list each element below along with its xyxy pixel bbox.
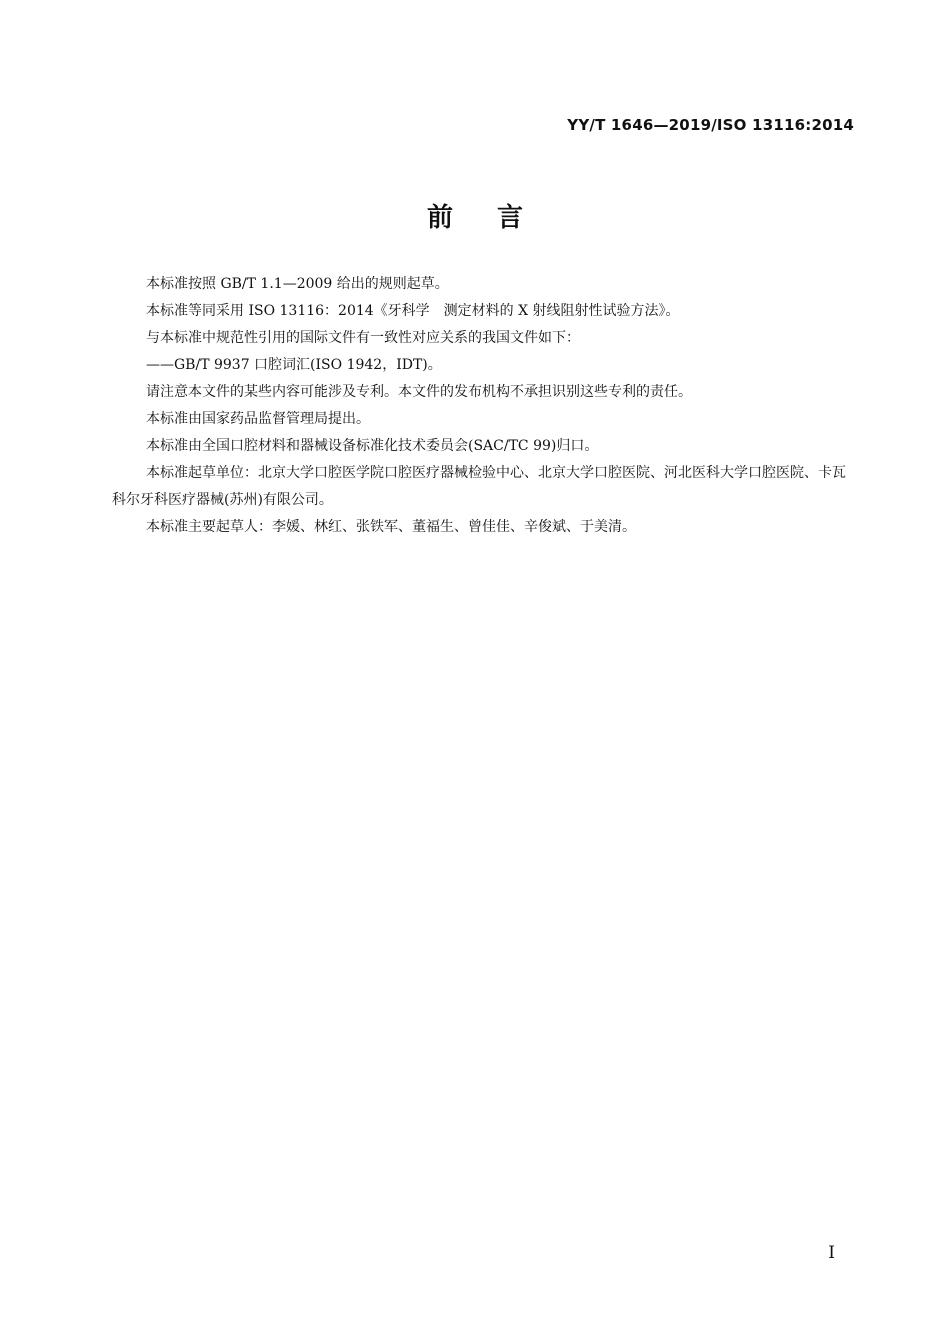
page-number: I [828,1243,835,1263]
paragraph-drafting-rules: 本标准按照 GB/T 1.1—2009 给出的规则起草。 [146,276,449,292]
paragraph-drafters: 本标准主要起草人：李媛、林红、张铁军、董福生、曾佳佳、辛俊斌、于美清。 [146,519,636,535]
paragraph-references-intro: 与本标准中规范性引用的国际文件有一致性对应关系的我国文件如下： [146,330,580,346]
paragraph-patent-notice: 请注意本文件的某些内容可能涉及专利。本文件的发布机构不承担识别这些专利的责任。 [146,384,692,400]
page-title-char-1: 前 [426,203,453,233]
foreword-body [112,271,854,541]
page-title-char-2: 言 [497,203,524,233]
standard-code: YY/T 1646—2019/ISO 13116:2014 [567,116,854,134]
paragraph-reference-item: ——GB/T 9937 口腔词汇(ISO 1942，IDT)。 [146,357,442,373]
paragraph-adoption: 本标准等同采用 ISO 13116：2014《牙科学 测定材料的 X 射线阻射性试验方法》。 [146,303,680,319]
paragraph-committee: 本标准由全国口腔材料和器械设备标准化技术委员会(SAC/TC 99)归口。 [146,438,599,454]
paragraph-drafting-units: 本标准起草单位：北京大学口腔医学院口腔医疗器械检验中心、北京大学口腔医院、河北医科大学口腔医院、卡瓦科尔牙科医疗器械(苏州)有限公司。 [112,465,846,508]
page-title [0,197,950,234]
paragraph-proposer: 本标准由国家药品监督管理局提出。 [146,411,370,427]
